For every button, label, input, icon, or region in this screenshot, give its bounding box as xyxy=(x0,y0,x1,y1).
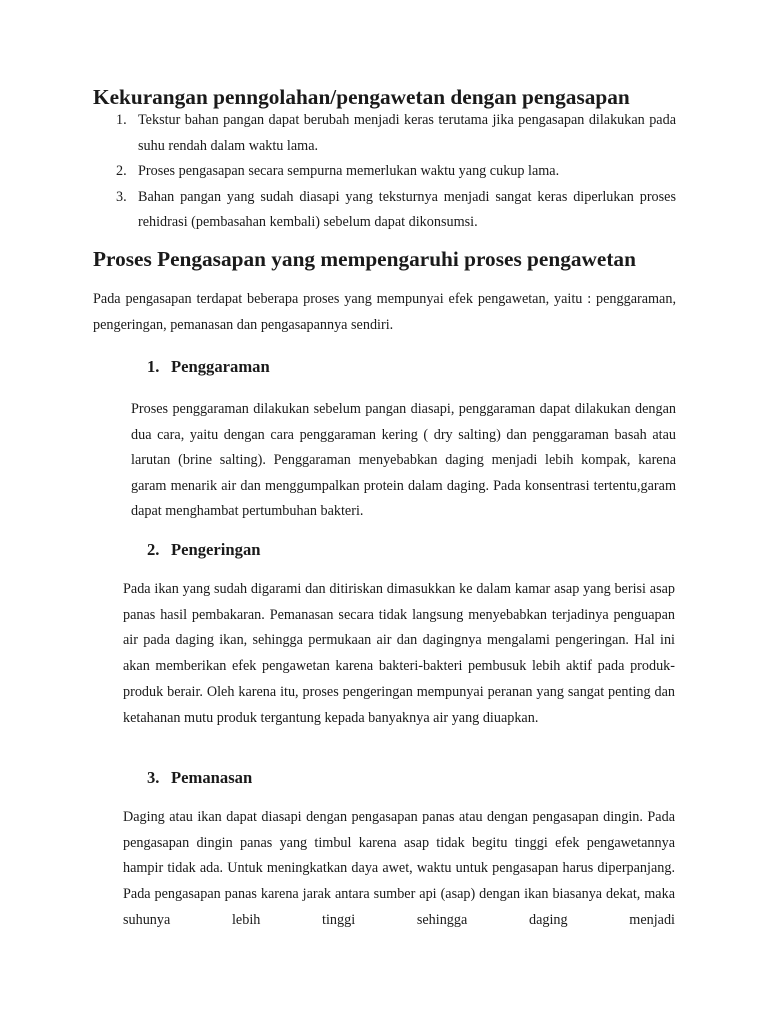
paragraph-pengeringan: Pada ikan yang sudah digarami dan ditiriskan dimasukkan ke dalam kamar asap yang berisi asap panas hasil pembakaran. Pemanasan secara tidak langsung menyebabkan terjadinya penguapan air pada daging ikan, sehingga permukaan air dan dagingnya mengalami pengeringan. Hal ini akan memberikan efek pengawetan karena bakteri-bakteri pembusuk lebih aktif pada produk-produk berair. Oleh karena itu, proses pengeringan mempunyai peranan yang sangat penting dan ketahanan mutu produk tergantung kepada banyaknya air yang diuapkan. xyxy=(123,581,675,726)
intro-paragraph: Pada pengasapan terdapat beberapa proses yang mempunyai efek pengawetan, yaitu : penggaraman, pengeringan, pemanasan dan pengasapannya sendiri. xyxy=(93,291,676,333)
paragraph-pemanasan: Daging atau ikan dapat diasapi dengan pengasapan panas atau dengan pengasapan dingin. Pada pengasapan dingin panas yang timbul karena asap tidak begitu tinggi efek pengawetannya hampir tidak ada. Untuk meningkatkan daya awet, waktu untuk pengasapan harus diperpanjang. Pada pengasapan panas karena jarak antara sumber api (asap) dengan ikan biasanya dekat, maka suhunya lebih tinggi sehingga daging menjadi xyxy=(123,809,675,928)
subsection-title: Penggaraman xyxy=(171,357,270,376)
list-item xyxy=(93,108,676,159)
subsection-number: 1. xyxy=(147,357,160,376)
section-title-drawbacks: Kekurangan penngolahan/pengawetan dengan pengasapan xyxy=(93,85,630,109)
subsection-title: Pemanasan xyxy=(171,768,253,787)
paragraph-penggaraman: Proses penggaraman dilakukan sebelum pangan diasapi, penggaraman dapat dilakukan dengan dua cara, yaitu dengan cara penggaraman kering ( dry salting) dan penggaraman basah atau larutan (brine salting). Penggaraman menyebabkan daging menjadi lebih kompak, karena garam menarik air dan menggumpalkan protein dalam daging. Pada konsentrasi tertentu,garam dapat menghambat pertumbuhan bakteri. xyxy=(131,401,676,520)
subsection-heading-pengeringan xyxy=(147,540,261,560)
list-number: 2. xyxy=(116,163,127,179)
subsection-title: Pengeringan xyxy=(171,540,261,559)
list-item xyxy=(93,159,676,185)
subsection-number: 3. xyxy=(147,768,160,787)
list-item-text: Bahan pangan yang sudah diasapi yang teksturnya menjadi sangat keras diperlukan proses rehidrasi (pembasahan kembali) sebelum dapat dikonsumsi. xyxy=(138,188,676,230)
drawbacks-list xyxy=(93,108,676,236)
list-item-text: Tekstur bahan pangan dapat berubah menjadi keras terutama jika pengasapan dilakukan pada suhu rendah dalam waktu lama. xyxy=(138,112,676,154)
list-number: 1. xyxy=(116,112,127,128)
list-item xyxy=(93,185,676,236)
list-item-text: Proses pengasapan secara sempurna memerlukan waktu yang cukup lama. xyxy=(138,163,560,179)
section-title-processes: Proses Pengasapan yang mempengaruhi proses pengawetan xyxy=(93,247,636,271)
subsection-heading-pemanasan xyxy=(147,768,252,788)
subsection-heading-penggaraman xyxy=(147,357,270,377)
list-number: 3. xyxy=(116,188,127,205)
subsection-number: 2. xyxy=(147,540,160,559)
